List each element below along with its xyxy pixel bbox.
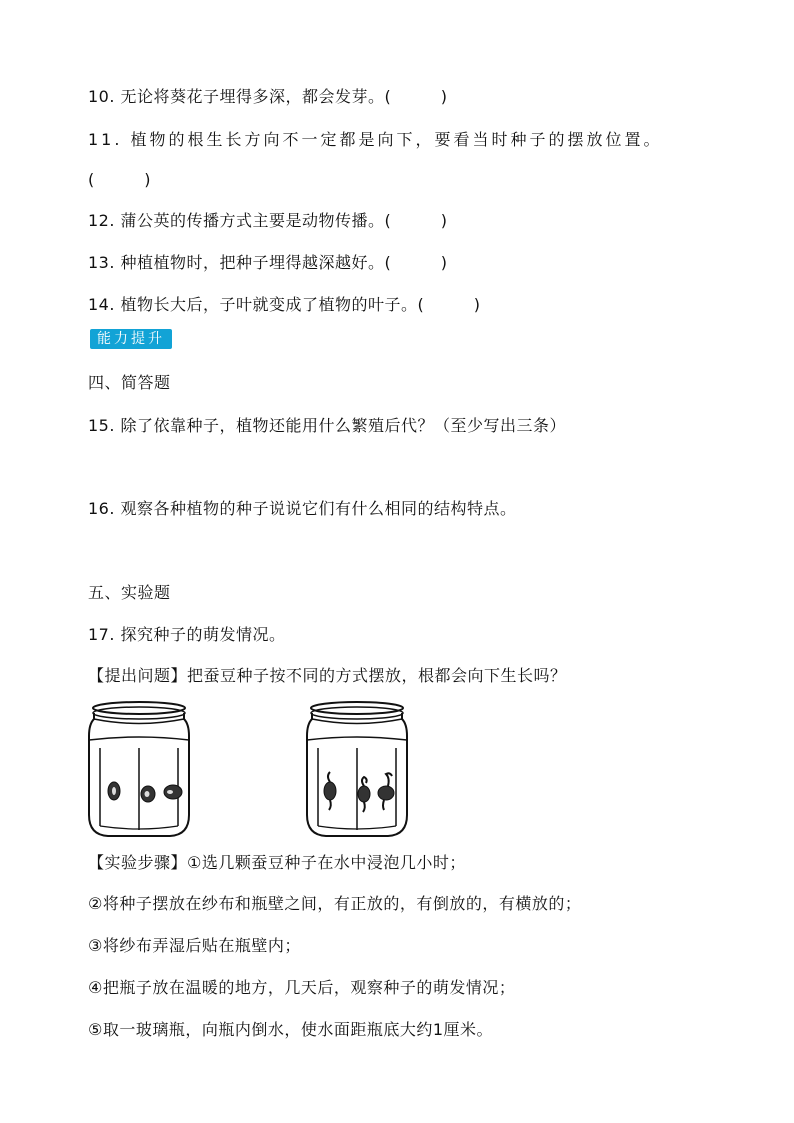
experiment-step-1: 【实验步骤】①选几颗蚕豆种子在水中浸泡几小时； [88,853,466,872]
question-17: 17. 探究种子的萌发情况。 [88,625,286,644]
question-raise: 【提出问题】把蚕豆种子按不同的方式摆放，根都会向下生长吗？ [88,666,567,685]
experiment-step-2: ②将种子摆放在纱布和瓶壁之间，有正放的，有倒放的，有横放的； [88,894,582,913]
section-5-heading: 五、实验题 [88,583,171,602]
question-14: 14. 植物长大后，子叶就变成了植物的叶子。( ) [88,295,481,314]
question-12: 12. 蒲公英的传播方式主要是动物传播。( ) [88,211,448,230]
section-4-heading: 四、简答题 [88,373,171,392]
question-11: 11. 植物的根生长方向不一定都是向下，要看当时种子的摆放位置。 [88,130,663,149]
experiment-step-4: ④把瓶子放在温暖的地方，几天后，观察种子的萌发情况； [88,978,516,997]
question-11-blank: ( ) [88,170,151,189]
experiment-step-5: ⑤取一玻璃瓶，向瓶内倒水，使水面距瓶底大约1厘米。 [88,1020,494,1039]
jar-illustration-before [86,700,192,840]
question-13: 13. 种植植物时，把种子埋得越深越好。( ) [88,253,448,272]
question-10: 10. 无论将葵花子埋得多深，都会发芽。( ) [88,87,448,106]
ability-badge: 能力提升 [90,329,172,349]
question-16: 16. 观察各种植物的种子说说它们有什么相同的结构特点。 [88,499,517,518]
experiment-step-3: ③将纱布弄湿后贴在瓶壁内； [88,936,301,955]
jar-illustration-after [304,700,410,840]
question-15: 15. 除了依靠种子，植物还能用什么繁殖后代？（至少写出三条） [88,416,567,435]
